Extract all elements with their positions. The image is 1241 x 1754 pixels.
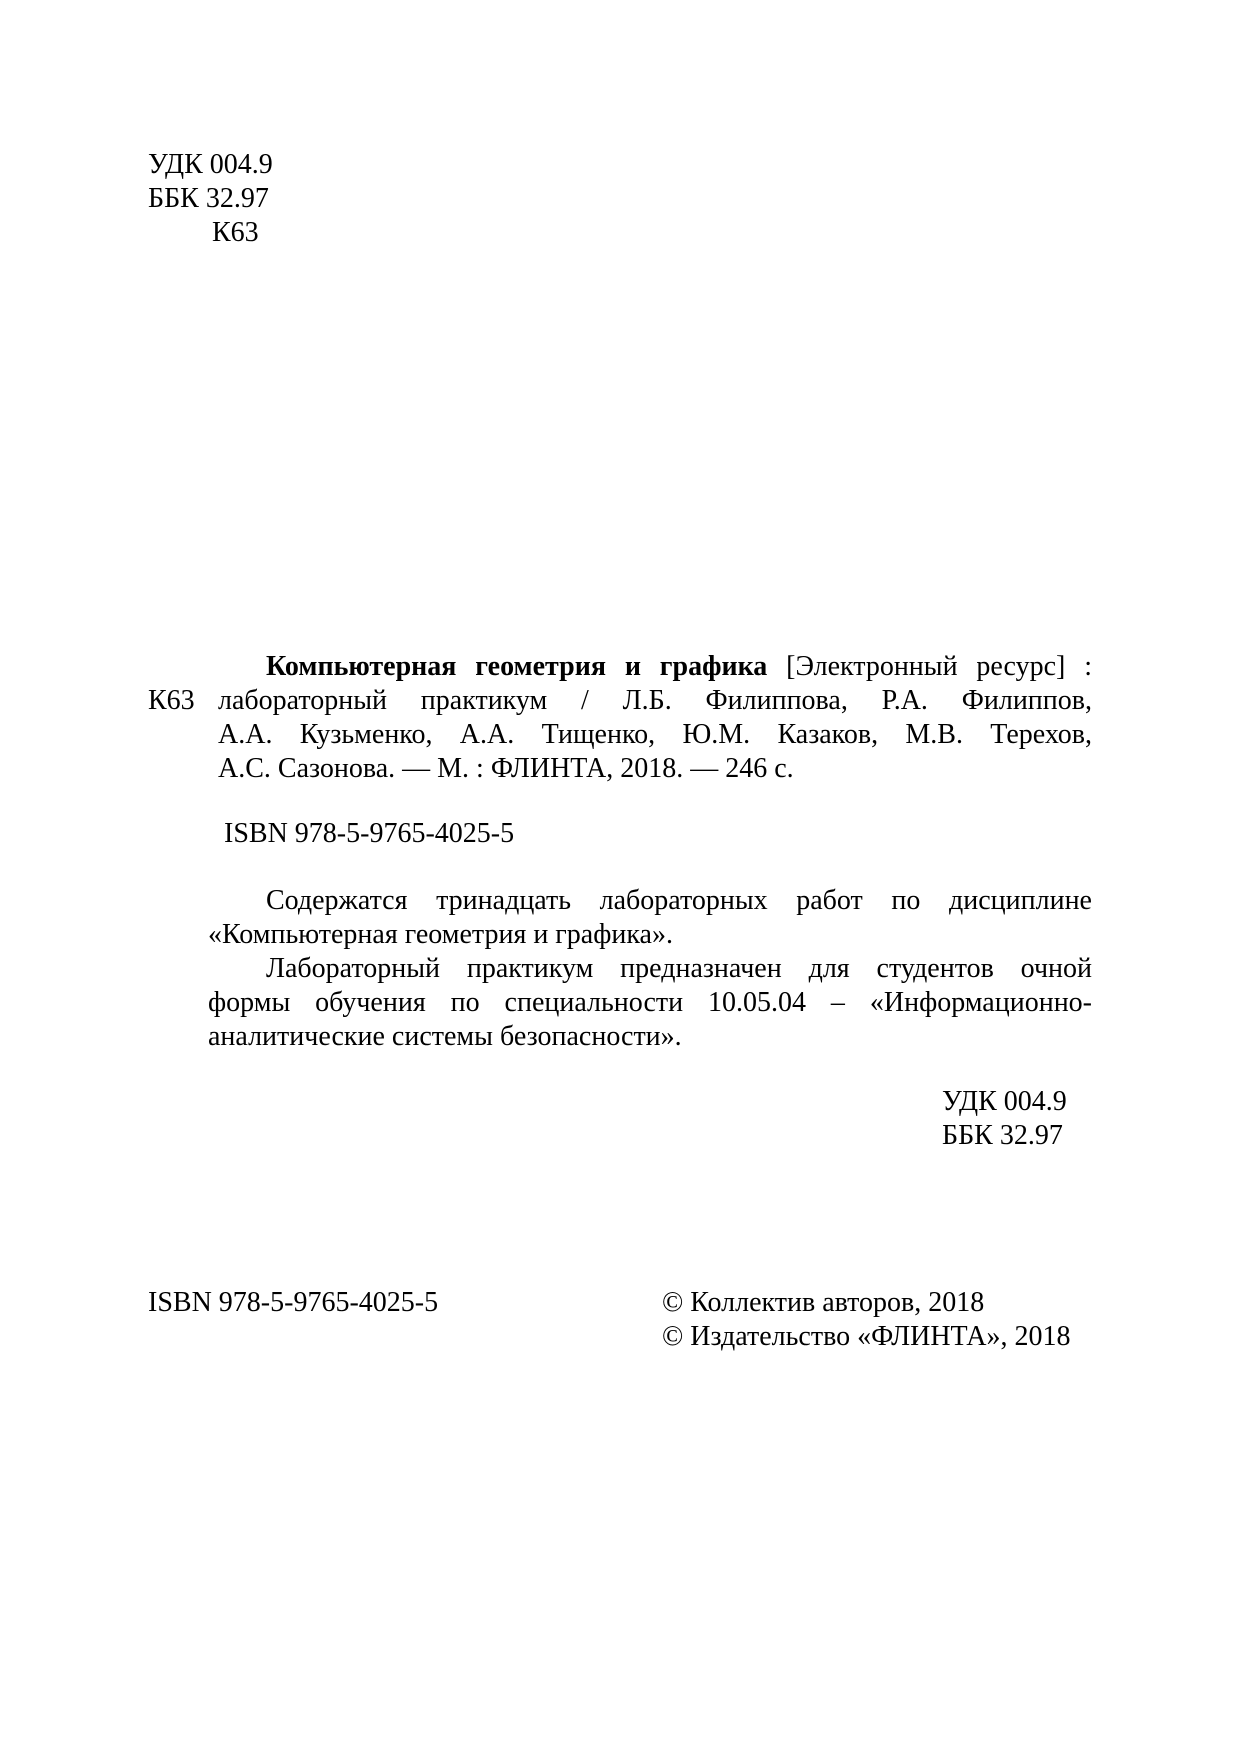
copyright-block [662,1286,1070,1354]
copyright-publisher: © Издательство «ФЛИНТА», 2018 [662,1321,1071,1352]
copyright-authors: © Коллектив авторов, 2018 [662,1287,985,1318]
bbk-code-bottom: ББК 32.97 [942,1120,1063,1151]
catalog-authors-line-2: А.А. Кузьменко, А.А. Тищенко, Ю.М. Казаков, М.В. Терехов, [218,719,1092,750]
author-sign: К63 [212,217,259,248]
top-classification-block [148,148,273,250]
catalog-line-2 [148,684,1092,718]
bottom-classification-block [942,1085,1067,1153]
annotation-p1-line1: Содержатся тринадцать лабораторных работ по дисциплине [266,885,1092,916]
catalog-line-1 [148,650,1092,684]
annotation-p2-line2: формы обучения по специальности 10.05.04 – «Информационно- [208,987,1092,1018]
annotation-p1-line2: «Компьютерная геометрия и графика». [208,919,673,950]
udk-code: УДК 004.9 [148,149,273,180]
udk-code-bottom: УДК 004.9 [942,1086,1067,1117]
annotation-p2-line1: Лабораторный практикум предназначен для студентов очной [266,953,1092,984]
footer-isbn: ISBN 978-5-9765-4025-5 [148,1287,439,1318]
book-title: Компьютерная геометрия и графика [266,651,768,682]
catalog-publisher-line: А.С. Сазонова. — М. : ФЛИНТА, 2018. — 246 с. [218,753,794,784]
resource-type: [Электронный ресурс] : [786,651,1092,682]
catalog-authors-line: лабораторный практикум / Л.Б. Филиппова, Р.А. Филиппов, [218,685,1092,716]
catalog-line-3 [148,718,1092,752]
catalog-line-4 [148,752,1092,786]
catalog-entry [148,650,1092,786]
catalog-code: К63 [148,685,195,716]
annotation [208,884,1092,1054]
annotation-p2-line3: аналитические системы безопасности». [208,1021,682,1052]
isbn-main: ISBN 978-5-9765-4025-5 [224,818,515,849]
bbk-code: ББК 32.97 [148,183,269,214]
